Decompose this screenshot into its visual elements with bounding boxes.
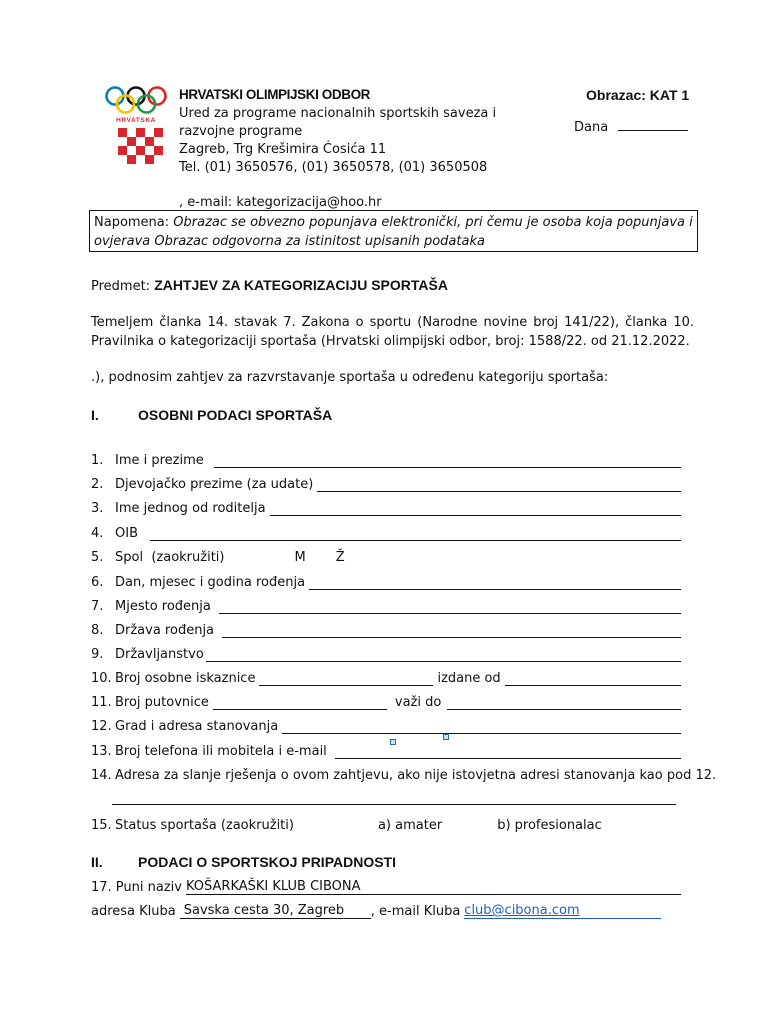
field-row-9: 9. Državljanstvo bbox=[91, 644, 681, 662]
field-label: važi do bbox=[394, 695, 442, 710]
birth-country-input[interactable] bbox=[222, 625, 681, 638]
field-row-8: 8. Država rođenja bbox=[91, 620, 681, 638]
field-row-3: 3. Ime jednog od roditelja bbox=[91, 498, 681, 516]
field-label: Adresa za slanje rješenja o ovom zahtjevu, ako nije istovjetna adresi stanovanja kao pod 12. bbox=[115, 768, 717, 783]
residence-input[interactable] bbox=[282, 721, 681, 734]
note-text-1: Obrazac se obvezno popunjava elektronički, pri čemu je osoba koja popunjava i bbox=[173, 215, 693, 230]
office-address: Zagreb, Trg Krešimira Ćosića 11 bbox=[179, 142, 387, 157]
intro-request: .), podnosim zahtjev za razvrstavanje sportaša u određenu kategoriju sportaša: bbox=[91, 370, 609, 385]
field-label: Grad i adresa stanovanja bbox=[115, 719, 279, 734]
subject-title: ZAHTJEV ZA KATEGORIZACIJU SPORTAŠA bbox=[154, 277, 448, 293]
date-row bbox=[574, 117, 688, 137]
office-line-1: Ured za programe nacionalnih sportskih saveza i bbox=[179, 106, 497, 121]
club-email-link[interactable]: club@cibona.com bbox=[464, 903, 580, 918]
resize-handle[interactable] bbox=[390, 739, 396, 745]
field-row-12: 12. Grad i adresa stanovanja bbox=[91, 716, 681, 734]
subject-label: Predmet: bbox=[91, 279, 151, 294]
olympic-rings-icon bbox=[104, 84, 168, 166]
gender-option-z[interactable]: Ž bbox=[335, 550, 345, 565]
field-row-10: 10. Broj osobne iskaznice izdane od bbox=[91, 668, 681, 686]
club-address-input[interactable]: Savska cesta 30, Zagreb bbox=[180, 903, 371, 919]
field-row-7: 7. Mjesto rođenja bbox=[91, 596, 681, 614]
club-email-label: , e-mail Kluba bbox=[370, 904, 461, 919]
field-label: Država rođenja bbox=[115, 623, 215, 638]
status-option-amater[interactable]: a) amater bbox=[377, 818, 443, 833]
club-name-row bbox=[91, 877, 681, 895]
field-label: Broj osobne iskaznice bbox=[115, 671, 256, 686]
field-row-4: 4. OIB bbox=[91, 523, 681, 541]
field-label: Dan, mjesec i godina rođenja bbox=[115, 575, 306, 590]
passport-input[interactable] bbox=[213, 697, 387, 710]
parent-name-input[interactable] bbox=[270, 503, 681, 516]
citizenship-input[interactable] bbox=[206, 649, 681, 662]
office-line-2: razvojne programe bbox=[179, 124, 303, 139]
gender-option-m[interactable]: M bbox=[294, 550, 306, 565]
date-field[interactable] bbox=[618, 117, 688, 131]
maiden-name-input[interactable] bbox=[317, 479, 681, 492]
field-label: Djevojačko prezime (za udate) bbox=[115, 477, 314, 492]
hoo-logo bbox=[104, 84, 168, 166]
field-label: Broj putovnice bbox=[115, 695, 209, 710]
org-name: HRVATSKI OLIMPIJSKI ODBOR bbox=[179, 87, 371, 102]
subject-line bbox=[91, 276, 448, 296]
section-1-title: OSOBNI PODACI SPORTAŠA bbox=[138, 407, 333, 423]
field-label: Spol (zaokružiti) bbox=[115, 550, 225, 565]
office-email: , e-mail: kategorizacija@hoo.hr bbox=[179, 195, 382, 210]
field-row-11: 11. Broj putovnice važi do bbox=[91, 692, 681, 710]
field-label: Broj telefona ili mobitela i e-mail bbox=[115, 744, 327, 759]
section-2-title: PODACI O SPORTSKOJ PRIPADNOSTI bbox=[138, 854, 396, 870]
field-label: OIB bbox=[115, 526, 138, 541]
mailing-address-input[interactable] bbox=[112, 804, 676, 805]
note-label: Napomena: bbox=[94, 215, 170, 230]
form-code: Obrazac: KAT 1 bbox=[586, 87, 690, 103]
note-box bbox=[89, 210, 698, 252]
section-2-number: II. bbox=[91, 854, 103, 870]
field-row-2: 2. Djevojačko prezime (za udate) bbox=[91, 474, 681, 492]
field-label: Državljanstvo bbox=[115, 647, 204, 662]
phone-email-input[interactable] bbox=[335, 746, 681, 759]
office-phone: Tel. (01) 3650576, (01) 3650578, (01) 3650508 bbox=[179, 160, 488, 175]
passport-valid-input[interactable] bbox=[447, 697, 681, 710]
club-email-input[interactable] bbox=[464, 903, 661, 919]
field-label: Ime i prezime bbox=[115, 453, 204, 468]
field-row-13: 13. Broj telefona ili mobitela i e-mail bbox=[91, 741, 681, 759]
name-input[interactable] bbox=[214, 455, 681, 468]
id-card-input[interactable] bbox=[259, 673, 433, 686]
field-label: izdane od bbox=[437, 671, 501, 686]
intro-paragraph: Temeljem članka 14. stavak 7. Zakona o sportu (Narodne novine broj 141/22), članka 10. Pravilnika o kategorizaciji sportaša (Hrvatski olimpijski odbor, broj: 1588/22. od 21.12.2022. bbox=[91, 315, 694, 349]
club-name-input[interactable]: KOŠARKAŠKI KLUB CIBONA bbox=[186, 879, 681, 895]
club-address-label: adresa Kluba bbox=[91, 904, 176, 919]
resize-handle[interactable] bbox=[443, 734, 449, 740]
field-label: Ime jednog od roditelja bbox=[115, 501, 266, 516]
field-label: Status sportaša (zaokružiti) bbox=[115, 818, 294, 833]
club-address-row bbox=[91, 901, 661, 919]
field-row-15: 15. Status sportaša (zaokružiti) a) amater b) profesionalac bbox=[91, 818, 602, 833]
section-1-number: I. bbox=[91, 407, 99, 423]
status-option-profesionalac[interactable]: b) profesionalac bbox=[497, 818, 602, 833]
svg-text:HRVATSKA: HRVATSKA bbox=[116, 117, 156, 124]
field-row-5: 5. Spol (zaokružiti) M Ž bbox=[91, 550, 345, 565]
id-issued-by-input[interactable] bbox=[505, 673, 681, 686]
field-row-14: 14. Adresa za slanje rješenja o ovom zahtjevu, ako nije istovjetna adresi stanovanja kao pod 12. bbox=[91, 768, 717, 783]
field-row-1: 1. Ime i prezime bbox=[91, 450, 681, 468]
date-label: Dana bbox=[574, 120, 609, 135]
note-text-2: ovjerava Obrazac odgovorna za istinitost upisanih podataka bbox=[94, 234, 485, 249]
oib-input[interactable] bbox=[150, 528, 681, 541]
field-row-6: 6. Dan, mjesec i godina rođenja bbox=[91, 572, 681, 590]
field-label: Mjesto rođenja bbox=[115, 599, 211, 614]
club-name-label: 17. Puni naziv bbox=[91, 880, 182, 895]
birth-place-input[interactable] bbox=[219, 601, 681, 614]
birth-date-input[interactable] bbox=[309, 577, 681, 590]
